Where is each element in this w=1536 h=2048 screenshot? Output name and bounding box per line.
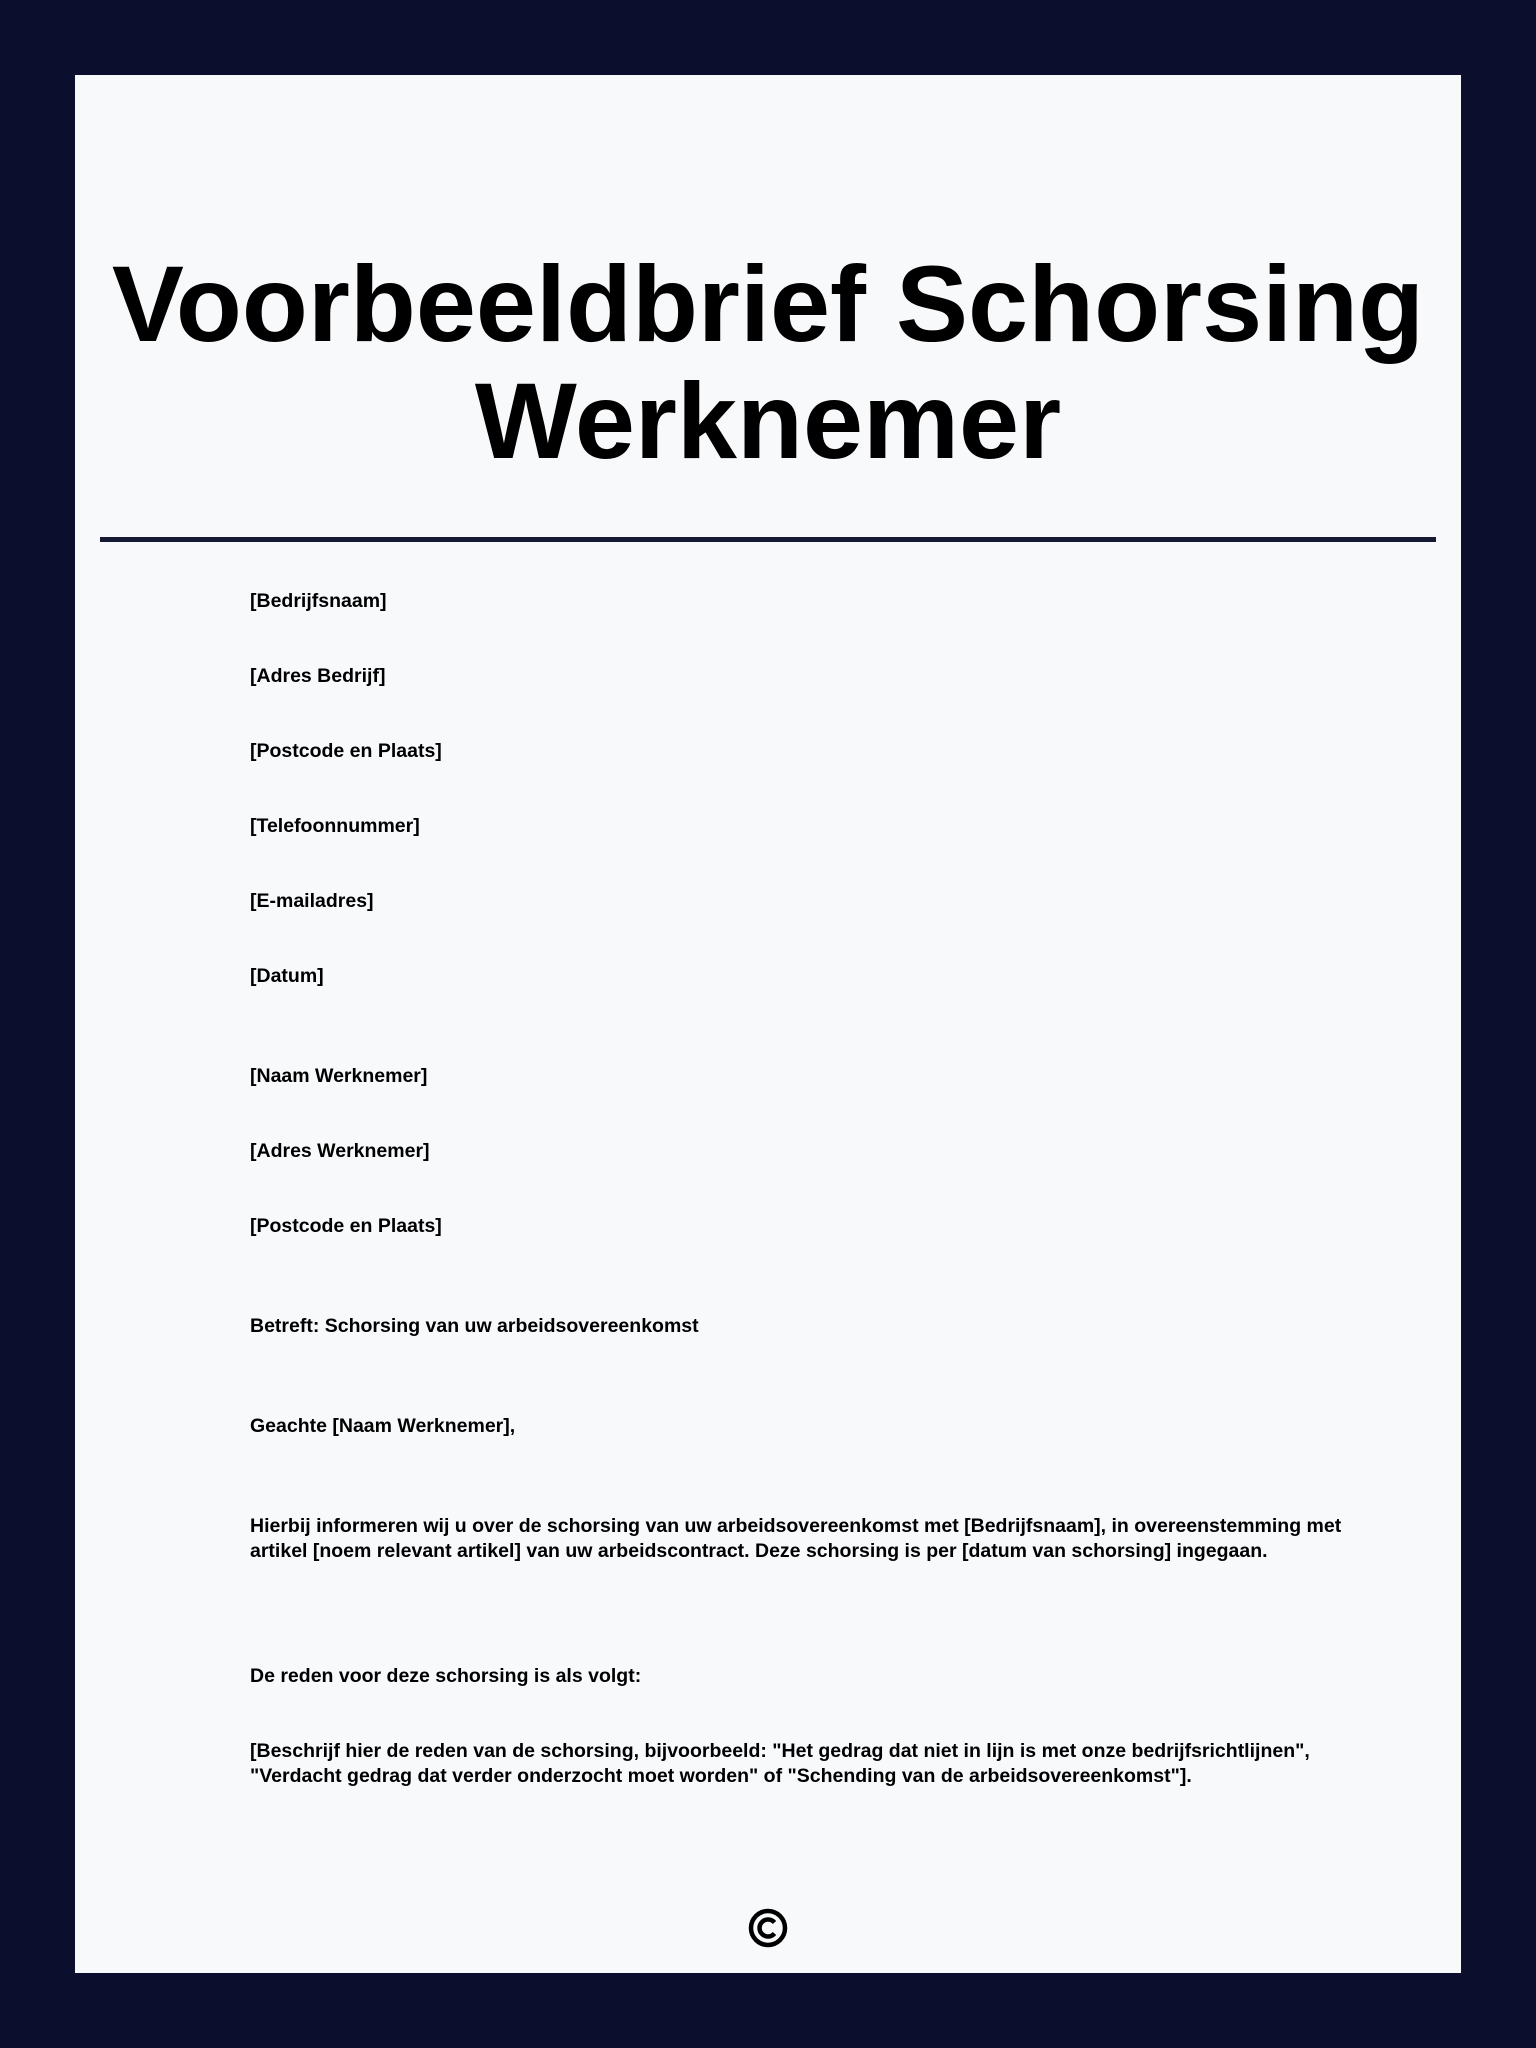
sender-postal-city: [Postcode en Plaats] (250, 740, 442, 762)
letter-paragraph-reason-intro: De reden voor deze schorsing is als volgt: (250, 1665, 642, 1687)
recipient-postal-city: [Postcode en Plaats] (250, 1215, 442, 1237)
sender-email: [E-mailadres] (250, 890, 374, 912)
title-line-1: Voorbeeldbrief Schorsing (111, 243, 1425, 364)
letter-date: [Datum] (250, 965, 324, 987)
recipient-address: [Adres Werknemer] (250, 1140, 430, 1162)
letter-paragraph-intro: Hierbij informeren wij u over de schorsing van uw arbeidsovereenkomst met [Bedrijfsnaam], in overeenstemming met artikel [noem relevant artikel] van uw arbeidscontract. Deze schorsing is per [datum van schorsing] ingegaan. (250, 1515, 1342, 1562)
letter-salutation: Geachte [Naam Werknemer], (250, 1415, 516, 1437)
title-divider (100, 537, 1436, 542)
document-title (75, 245, 1461, 479)
sender-phone: [Telefoonnummer] (250, 815, 420, 837)
letter-paragraph-reason: [Beschrijf hier de reden van de schorsing, bijvoorbeeld: "Het gedrag dat niet in lijn is met onze bedrijfsrichtlijnen", "Verdacht gedrag dat verder onderzocht moet worden" of "Schending van de arbeidsovereenkomst"]. (250, 1740, 1310, 1787)
copyright-icon (743, 1903, 793, 1953)
document-page (75, 75, 1461, 1973)
letter-subject: Betreft: Schorsing van uw arbeidsovereenkomst (250, 1315, 699, 1337)
sender-company: [Bedrijfsnaam] (250, 590, 387, 612)
sender-address: [Adres Bedrijf] (250, 665, 386, 687)
recipient-name: [Naam Werknemer] (250, 1065, 428, 1087)
title-line-2: Werknemer (474, 360, 1062, 481)
